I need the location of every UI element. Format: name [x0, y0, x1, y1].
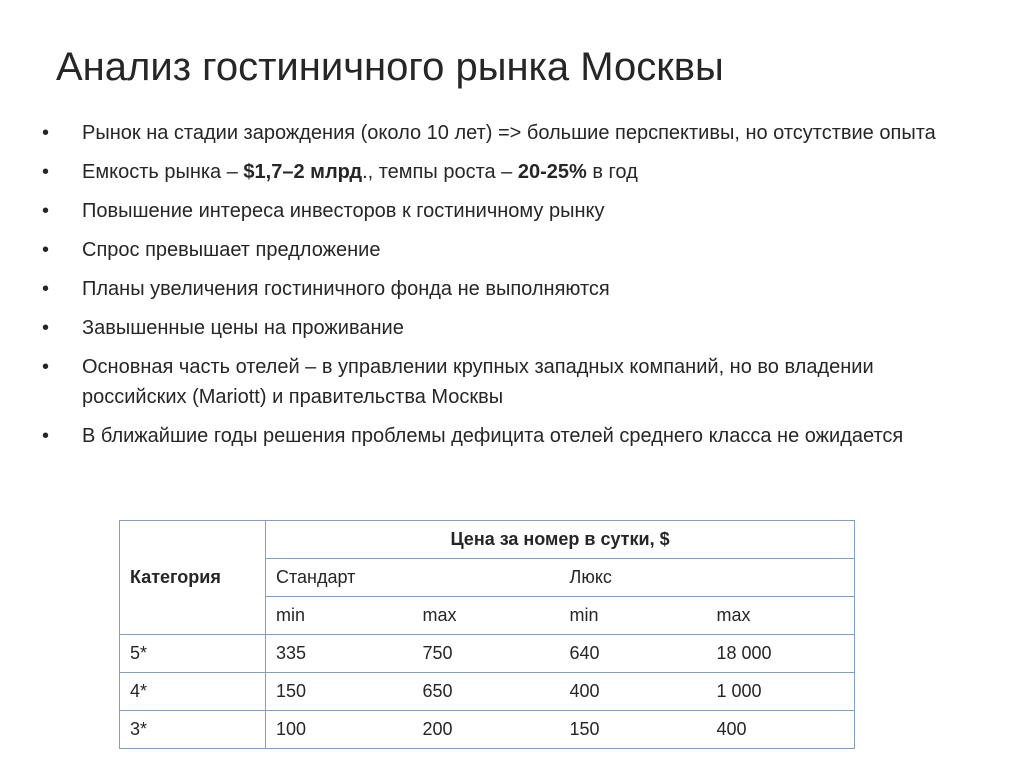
bullet-text: Планы увеличения гостиничного фонда не выполняются: [82, 278, 610, 300]
bullet-text: Основная часть отелей – в управлении крупных западных компаний, но во владении российских (Mariott) и правительства Москвы: [82, 356, 874, 408]
table-row: [120, 711, 855, 749]
price-table: [119, 520, 855, 749]
standard-min-cell: 100: [266, 711, 413, 749]
bullet-dot-icon: •: [42, 122, 50, 144]
bullet-dot-icon: •: [42, 356, 50, 378]
bullet-text: Емкость рынка –: [82, 161, 244, 183]
category-cell: 4*: [120, 673, 266, 711]
lux-max-cell: 400: [707, 711, 855, 749]
bullet-emphasis: 20-25%: [517, 161, 587, 183]
category-cell: 5*: [120, 635, 266, 673]
bullet-text: Спрос превышает предложение: [82, 239, 381, 261]
bullet-dot-icon: •: [42, 317, 50, 339]
bullet-item: [42, 352, 942, 412]
lux-min-header: min: [560, 597, 707, 635]
bullet-item: [42, 235, 942, 265]
lux-min-cell: 150: [560, 711, 707, 749]
table-row: [120, 673, 855, 711]
bullet-text: в год: [586, 161, 638, 183]
bullet-item: [42, 274, 942, 304]
lux-max-header: max: [707, 597, 855, 635]
bullet-text: Повышение интереса инвесторов к гостиничному рынку: [82, 200, 605, 222]
standard-max-cell: 200: [413, 711, 560, 749]
bullet-text: В ближайшие годы решения проблемы дефицита отелей среднего класса не ожидается: [82, 425, 904, 447]
slide-title: Анализ гостиничного рынка Москвы: [56, 45, 724, 89]
bullet-emphasis: $1,7–2 млрд: [243, 161, 363, 183]
bullet-text: Завышенные цены на проживание: [82, 317, 404, 339]
lux-header: Люкс: [560, 559, 855, 597]
bullet-dot-icon: •: [42, 239, 50, 261]
bullet-item: [42, 157, 942, 187]
bullet-dot-icon: •: [42, 278, 50, 300]
standard-max-cell: 750: [413, 635, 560, 673]
bullet-dot-icon: •: [42, 200, 50, 222]
table-row: [120, 635, 855, 673]
bullet-dot-icon: •: [42, 425, 50, 447]
category-header: Категория: [120, 521, 266, 635]
lux-min-cell: 400: [560, 673, 707, 711]
standard-max-header: max: [413, 597, 560, 635]
lux-min-cell: 640: [560, 635, 707, 673]
bullet-item: [42, 118, 942, 148]
standard-min-cell: 335: [266, 635, 413, 673]
bullet-text: Рынок на стадии зарождения (около 10 лет) => большие перспективы, но отсутствие опыта: [82, 122, 936, 144]
bullet-list: [42, 118, 942, 460]
category-cell: 3*: [120, 711, 266, 749]
standard-min-header: min: [266, 597, 413, 635]
lux-max-cell: 18 000: [707, 635, 855, 673]
standard-min-cell: 150: [266, 673, 413, 711]
bullet-dot-icon: •: [42, 161, 50, 183]
bullet-item: [42, 313, 942, 343]
bullet-text: ., темпы роста –: [362, 161, 518, 183]
bullet-item: [42, 196, 942, 226]
lux-max-cell: 1 000: [707, 673, 855, 711]
bullet-item: [42, 421, 942, 451]
price-header: Цена за номер в сутки, $: [266, 521, 855, 559]
standard-header: Стандарт: [266, 559, 560, 597]
standard-max-cell: 650: [413, 673, 560, 711]
